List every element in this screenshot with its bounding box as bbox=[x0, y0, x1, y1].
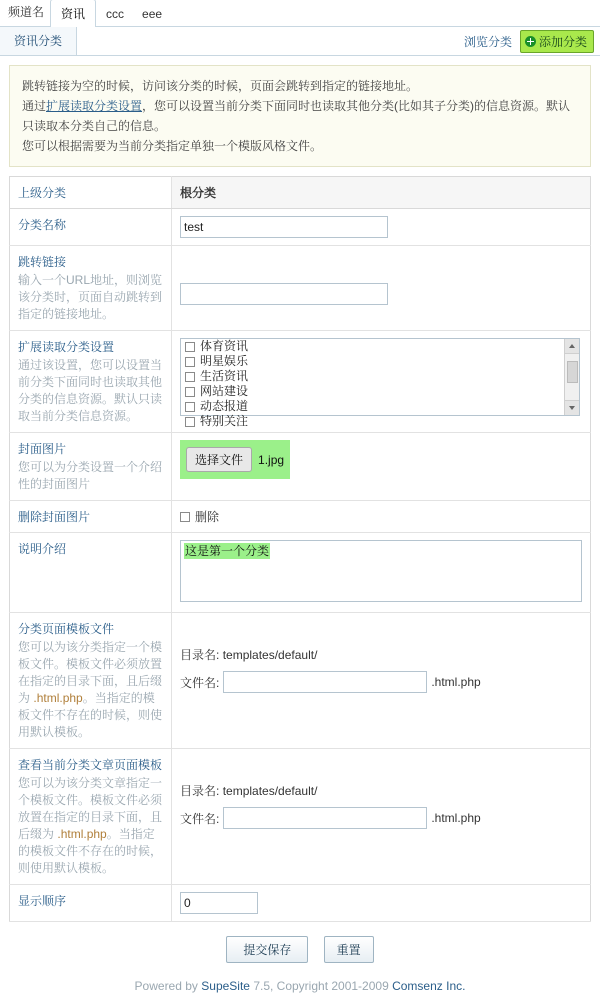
list-item[interactable] bbox=[181, 384, 579, 399]
redirect-url-cell bbox=[172, 246, 591, 331]
category-template-file-line bbox=[180, 671, 582, 693]
tab-zixun-label: 资讯 bbox=[61, 7, 86, 21]
section-header-actions bbox=[464, 30, 600, 53]
checkbox-icon[interactable] bbox=[185, 372, 195, 382]
list-item[interactable] bbox=[181, 339, 579, 354]
article-template-hint bbox=[18, 775, 163, 877]
plus-icon bbox=[525, 36, 536, 47]
footer-powered: Powered by bbox=[134, 979, 198, 993]
cover-image-label-text: 封面图片 bbox=[18, 442, 67, 456]
form-actions bbox=[0, 936, 600, 963]
cover-image-cell bbox=[172, 433, 591, 501]
category-template-file-ext: .html.php bbox=[431, 675, 481, 689]
extend-categories-label-text: 扩展读取分类设置 bbox=[18, 340, 115, 354]
list-item-label: 动态报道 bbox=[200, 399, 249, 413]
category-name-label: 分类名称 bbox=[10, 209, 172, 246]
article-template-cell bbox=[172, 749, 591, 885]
tab-eee-label: eee bbox=[142, 7, 163, 21]
notice-line-3: 您可以根据需要为当前分类指定单独一个模版风格文件。 bbox=[22, 139, 323, 153]
checkbox-icon[interactable] bbox=[185, 417, 195, 427]
row-parent-category bbox=[10, 177, 591, 209]
checkbox-icon[interactable] bbox=[185, 402, 195, 412]
extend-categories-hint: 通过该设置，您可以设置当前分类下面同时也读取其他分类的信息资源。默认只读取当前分类信息资源。 bbox=[18, 358, 163, 423]
category-template-hint-2: 。当指定的模板文件不存在的时候，则使用默认模板。 bbox=[18, 691, 163, 739]
category-template-label-text: 分类页面模板文件 bbox=[18, 622, 115, 636]
article-template-hint-ext: .html.php bbox=[57, 827, 107, 841]
extend-settings-link[interactable]: 扩展读取分类设置 bbox=[46, 99, 143, 113]
category-template-hint-1: 您可以为该分类指定一个模板文件。模板文件必须放置在指定的目录下面，且后缀为 bbox=[18, 640, 163, 705]
cover-image-hint: 您可以为分类设置一个介绍性的封面图片 bbox=[18, 460, 163, 491]
category-template-dir-value: templates/default/ bbox=[222, 648, 318, 662]
category-template-dir-label: 目录名: bbox=[180, 648, 220, 662]
article-template-hint-1: 您可以为该分类文章指定一个模板文件。模板文件必须放置在指定的目录下面，且后缀为 bbox=[18, 776, 163, 841]
checkbox-icon[interactable] bbox=[180, 512, 190, 522]
notice-line-1: 跳转链接为空的时候，访问该分类的时候，页面会跳转到指定的链接地址。 bbox=[22, 79, 419, 93]
scroll-down-icon[interactable] bbox=[565, 400, 579, 415]
row-display-order bbox=[10, 885, 591, 922]
article-template-dir-label: 目录名: bbox=[180, 784, 220, 798]
row-delete-cover bbox=[10, 501, 591, 533]
footer-product-link[interactable]: SupeSite bbox=[201, 979, 250, 993]
category-template-dir-line bbox=[180, 646, 582, 663]
category-template-cell bbox=[172, 613, 591, 749]
browse-categories-link[interactable]: 浏览分类 bbox=[463, 34, 512, 49]
footer-version: 7.5 bbox=[253, 979, 270, 993]
row-category-template bbox=[10, 613, 591, 749]
description-value-highlight: 这是第一个分类 bbox=[185, 544, 270, 558]
list-item[interactable] bbox=[181, 414, 579, 429]
article-template-label-text: 查看当前分类文章页面模板 bbox=[18, 758, 163, 772]
description-cell bbox=[172, 533, 591, 613]
tab-zixun[interactable] bbox=[50, 0, 96, 27]
add-category-label: 添加分类 bbox=[538, 34, 587, 49]
article-template-dir-value: templates/default/ bbox=[222, 784, 318, 798]
section-header bbox=[0, 27, 600, 56]
category-name-input[interactable] bbox=[180, 216, 388, 238]
scrollbar-thumb[interactable] bbox=[567, 361, 578, 383]
list-item[interactable] bbox=[181, 369, 579, 384]
row-extend-categories bbox=[10, 331, 591, 433]
footer-company-link[interactable]: Comsenz Inc. bbox=[392, 979, 466, 993]
delete-cover-checkline[interactable] bbox=[180, 508, 582, 525]
extend-categories-listbox[interactable] bbox=[180, 338, 580, 428]
delete-cover-checkbox-label: 删除 bbox=[195, 510, 220, 524]
extend-categories-cell bbox=[172, 331, 591, 433]
category-template-hint bbox=[18, 639, 163, 741]
article-template-hint-2: 。当指定的模板文件不存在的时候，则使用默认模板。 bbox=[18, 827, 163, 875]
category-template-file-input[interactable] bbox=[223, 671, 427, 693]
channel-tabbar bbox=[0, 0, 600, 27]
list-item-label: 生活资讯 bbox=[200, 369, 249, 383]
channel-name-label: 频道名 bbox=[8, 5, 45, 19]
cover-image-label bbox=[10, 433, 172, 501]
row-redirect-url bbox=[10, 246, 591, 331]
notice-line-2-prefix: 通过 bbox=[22, 99, 47, 113]
category-template-label bbox=[10, 613, 172, 749]
row-description bbox=[10, 533, 591, 613]
redirect-url-label bbox=[10, 246, 172, 331]
scroll-up-icon[interactable] bbox=[565, 339, 579, 354]
article-template-file-ext: .html.php bbox=[431, 811, 481, 825]
choose-file-button[interactable]: 选择文件 bbox=[186, 447, 252, 472]
listbox-scrollbar[interactable] bbox=[564, 339, 579, 415]
checkbox-icon[interactable] bbox=[185, 357, 195, 367]
row-category-name bbox=[10, 209, 591, 246]
breadcrumb-label: 资讯分类 bbox=[14, 34, 63, 48]
category-form-table bbox=[9, 176, 591, 922]
add-category-button[interactable] bbox=[520, 30, 594, 53]
tab-ccc-label: ccc bbox=[106, 7, 125, 21]
notice-box bbox=[9, 65, 591, 167]
description-wrapper bbox=[180, 540, 582, 605]
article-template-label bbox=[10, 749, 172, 885]
category-template-hint-ext: .html.php bbox=[33, 691, 83, 705]
category-template-file-label: 文件名: bbox=[180, 675, 220, 690]
display-order-input[interactable] bbox=[180, 892, 258, 914]
article-template-file-line bbox=[180, 807, 582, 829]
notice-line-2 bbox=[22, 96, 578, 136]
delete-cover-label: 删除封面图片 bbox=[10, 501, 172, 533]
redirect-url-label-text: 跳转链接 bbox=[18, 255, 67, 269]
footer-copyright: , Copyright 2001-2009 bbox=[270, 979, 389, 993]
reset-button[interactable]: 重置 bbox=[324, 936, 374, 963]
list-item-label: 网站建设 bbox=[200, 384, 249, 398]
file-picker[interactable] bbox=[180, 440, 290, 479]
article-template-dir-line bbox=[180, 782, 582, 799]
tab-eee[interactable] bbox=[134, 2, 170, 27]
page-footer bbox=[0, 979, 600, 1001]
list-item-label: 体育资讯 bbox=[200, 339, 249, 353]
submit-button[interactable]: 提交保存 bbox=[226, 936, 308, 963]
notice-line-2-suffix: ，您可以设置当前分类下面同时也读取其他分类(比如其子分类)的信息资源。默认只读取本分类自己的信息。 bbox=[22, 99, 571, 133]
delete-cover-cell bbox=[172, 501, 591, 533]
article-template-file-input[interactable] bbox=[223, 807, 427, 829]
row-cover-image bbox=[10, 433, 591, 501]
row-article-template bbox=[10, 749, 591, 885]
parent-category-value: 根分类 bbox=[172, 177, 591, 209]
checkbox-icon[interactable] bbox=[185, 342, 195, 352]
description-textarea[interactable] bbox=[180, 540, 582, 602]
extend-categories-label bbox=[10, 331, 172, 433]
parent-category-label: 上级分类 bbox=[10, 177, 172, 209]
display-order-label: 显示顺序 bbox=[10, 885, 172, 922]
redirect-url-hint: 输入一个URL地址，则浏览该分类时，页面自动跳转到指定的链接地址。 bbox=[18, 273, 163, 321]
article-template-file-label: 文件名: bbox=[180, 811, 220, 826]
tab-ccc[interactable] bbox=[98, 2, 132, 27]
breadcrumb bbox=[0, 27, 77, 55]
redirect-url-input[interactable] bbox=[180, 283, 388, 305]
chosen-file-name: 1.jpg bbox=[258, 452, 285, 467]
checkbox-icon[interactable] bbox=[185, 387, 195, 397]
list-item-label: 特别关注 bbox=[200, 414, 249, 428]
display-order-cell bbox=[172, 885, 591, 922]
list-item-label: 明星娱乐 bbox=[200, 354, 249, 368]
category-name-cell bbox=[172, 209, 591, 246]
list-item[interactable] bbox=[181, 399, 579, 414]
list-item[interactable] bbox=[181, 354, 579, 369]
description-label: 说明介绍 bbox=[10, 533, 172, 613]
